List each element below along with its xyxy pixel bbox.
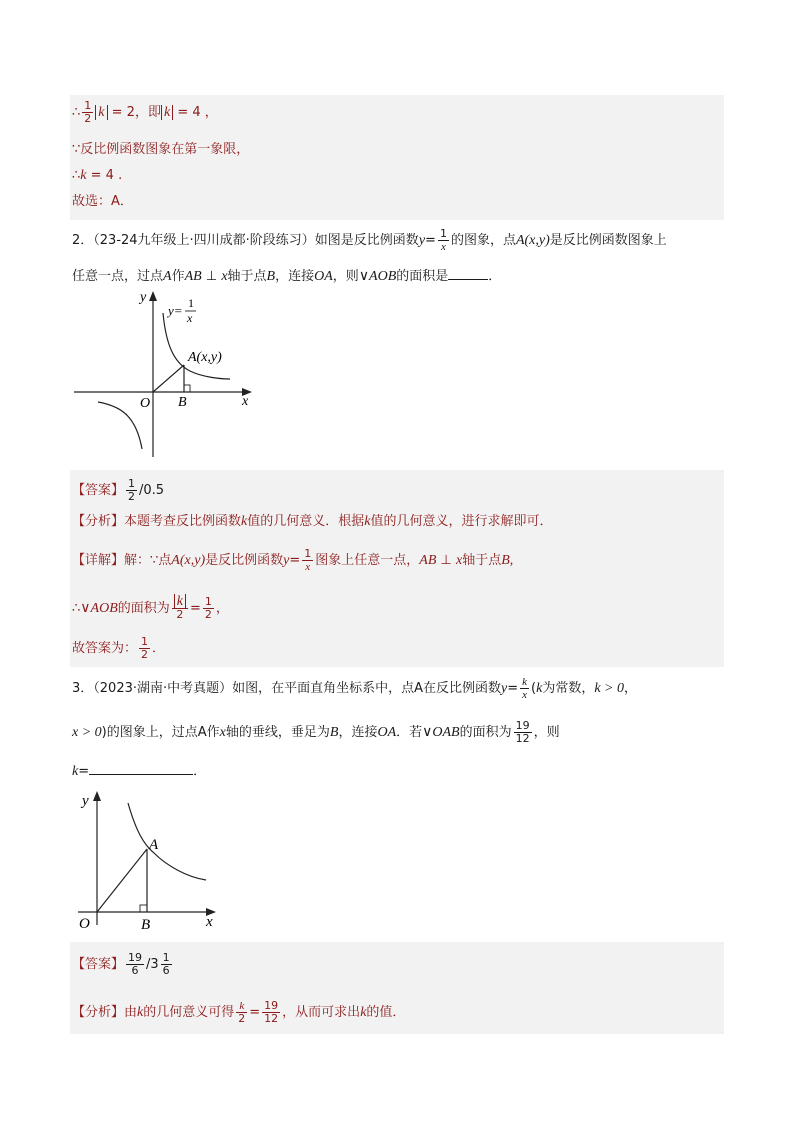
q2-axis-x-label: x xyxy=(242,394,249,409)
q2-y-arrow xyxy=(149,291,157,301)
q2-curve-first-quadrant xyxy=(163,313,230,379)
solution1-line3: ∴k = 4 . xyxy=(72,168,123,183)
q2-analysis: 【分析】本题考查反比例函数k值的几何意义．根据k值的几何意义，进行求解即可． xyxy=(72,514,553,529)
q2-figure xyxy=(70,285,270,460)
q3-y-arrow xyxy=(93,791,101,801)
q3-stem-line1: 3．（2023·湖南·中考真题）如图，在平面直角坐标系中，点A在反比例函数y= $\frac{k}{x}$ (k为常数，k > 0， xyxy=(72,676,638,701)
q2-segment-oa xyxy=(153,365,184,392)
q3-answer-blank xyxy=(89,760,193,775)
solution1-choice: 故选：A． xyxy=(72,194,133,209)
q3-stem-line3: k= ． xyxy=(72,760,206,782)
q2-func-label: y= xyxy=(168,303,183,318)
q2-b-label: B xyxy=(178,395,187,410)
q3-answer: 【答案】 $\frac{19}{6}$ /3 $\frac{1}{6}$ xyxy=(72,951,170,977)
q2-stem-line1: 2．（23-24九年级上·四川成都·阶段练习）如图是反比例函数y= $\frac{1}{x}$ 的图象，点A(x,y)是反比例函数图象上 xyxy=(72,227,667,253)
q2-axis-y-label: y xyxy=(140,290,147,305)
q2-origin-label: O xyxy=(140,396,151,411)
q3-right-angle xyxy=(140,905,147,912)
q3-b-label: B xyxy=(141,917,151,933)
q2-point-label: A(x,y) xyxy=(188,350,222,365)
q2-stem-line2: 任意一点，过点A作AB ⊥ x轴于点B，连接OA，则∨AOB的面积是 ． xyxy=(72,265,501,287)
q3-stem-line2: x > 0)的图象上，过点A作x轴的垂线，垂足为B，连接OA．若∨OAB的面积为 $\frac{19}{12}$ ，则 xyxy=(72,719,560,745)
q2-curve-third-quadrant xyxy=(98,402,142,449)
q2-func-num: 1 xyxy=(188,296,194,310)
q3-segment-oa xyxy=(97,849,147,912)
q2-final: 故答案为： $\frac{1}{2}$ ． xyxy=(72,635,166,661)
solution1-line1: ∴ $\frac{1}{2}$ k = 2，即 k = 4 ， xyxy=(72,99,218,125)
q2-answer: 【答案】 $\frac{1}{2}$ /0.5 xyxy=(72,477,165,503)
q3-curve xyxy=(128,803,206,880)
q2-right-angle xyxy=(184,385,190,392)
q2-answer-blank xyxy=(448,265,488,280)
solution1-line2: ∵反比例函数图象在第一象限， xyxy=(72,142,250,157)
q3-axis-y-label: y xyxy=(82,793,89,809)
q2-area: ∴∨AOB的面积为 $\frac{k}{2}$ = $\frac{1}{2}$ ， xyxy=(72,594,229,621)
q3-origin-label: O xyxy=(79,916,90,932)
q3-axis-x-label: x xyxy=(206,914,213,930)
q3-analysis: 【分析】由k的几何意义可得 $\frac{k}{2}$ = $\frac{19}{12}$ ，从而可求出k的值． xyxy=(72,999,406,1025)
q3-a-label: A xyxy=(149,837,159,853)
q2-func-den: x xyxy=(187,311,193,325)
q3-figure xyxy=(70,785,230,935)
q2-detail: 【详解】解：∵点A(x,y)是反比例函数y= $\frac{1}{x}$ 图象上任意一点，AB ⊥ x轴于点B, xyxy=(72,547,514,573)
